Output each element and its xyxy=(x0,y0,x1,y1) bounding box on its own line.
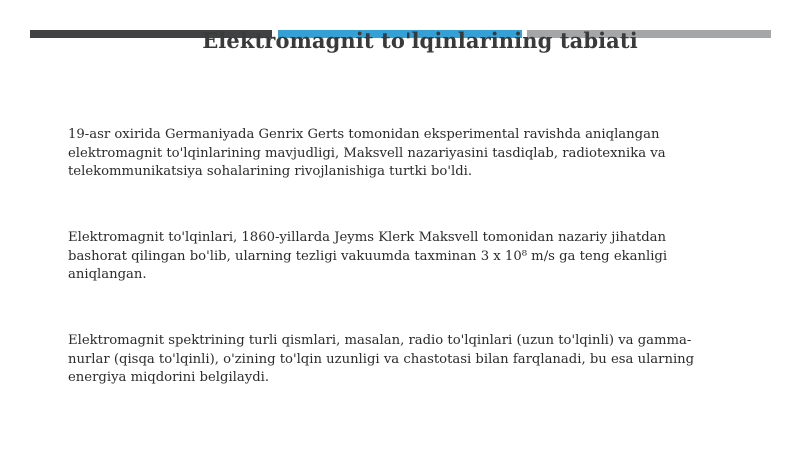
paragraph-maxwell: Elektromagnit to'lqinlari, 1860-yillarda Jeyms Klerk Maksvell tomonidan nazariy jihatdan bashorat qilingan bo'lib, ularning tezligi vakuumda taxminan 3 x 10⁸ m/s ga teng ekanligi aniqlangan. xyxy=(68,230,668,282)
slide-title: Elektromagnit to'lqinlarining tabiati xyxy=(202,28,638,53)
paragraph-hertz: 19-asr oxirida Germaniyada Genrix Gerts tomonidan eksperimental ravishda aniqlangan elektromagnit to'lqinlarining mavjudligi, Maksvell nazariyasini tasdiqlab, radiotexnika va telekommunikatsiya sohalarining rivojlanishiga turtki bo'ldi. xyxy=(68,127,666,179)
paragraph-spectrum: Elektromagnit spektrining turli qismlari, masalan, radio to'lqinlari (uzun to'lqinli) va gamma- nurlar (qisqa to'lqinli), o'zining to'lqin uzunligi va chastotasi bilan farqlanadi, bu esa ularning energiya miqdorini belgilaydi. xyxy=(68,333,695,385)
